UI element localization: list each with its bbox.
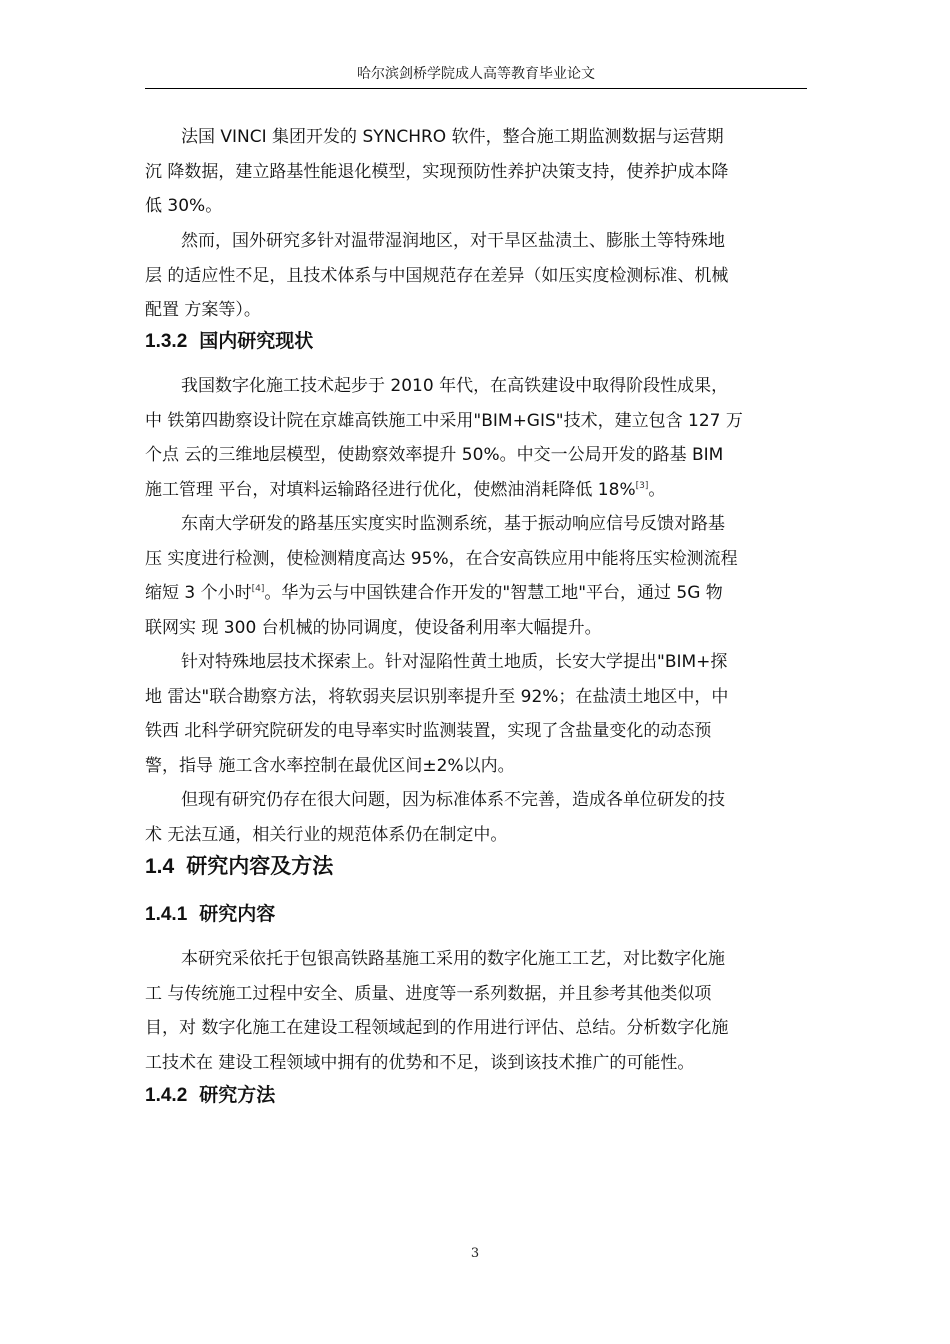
section-heading-1-3-2 (145, 326, 313, 357)
heading-text: 研究方法 (199, 1084, 276, 1106)
section-heading-1-4-1 (145, 899, 275, 930)
citation-marker: [4] (251, 584, 265, 594)
text-line: 配置 方案等）。 (145, 300, 261, 320)
text-line: 东南大学研发的路基压实度实时监测系统，基于振动响应信号反馈对路基 (181, 514, 725, 534)
paragraph-compaction-monitoring (145, 507, 810, 645)
section-heading-1-4-2 (145, 1080, 275, 1111)
text-line: 法国 VINCI 集团开发的 SYNCHRO 软件，整合施工期监测数据与运营期 (181, 127, 724, 147)
section-heading-1-4 (145, 850, 333, 883)
text-line: 压 实度进行检测，使检测精度高达 95%，在合安高铁应用中能将压实检测流程 (145, 548, 738, 569)
text-line: 联网实 现 300 台机械的协同调度，使设备利用率大幅提升。 (145, 617, 602, 638)
paragraph-existing-problems (145, 783, 810, 852)
text-line: 警，指导 施工含水率控制在最优区间±2%以内。 (145, 755, 515, 776)
text-line: 针对特殊地层技术探索上。针对湿陷性黄土地质，长安大学提出"BIM+探 (181, 652, 728, 672)
text-fragment: 施工管理 平台，对填料运输路径进行优化，使燃油消耗降低 18% (145, 479, 636, 500)
text-line: 铁西 北科学研究院研发的电导率实时监测装置，实现了含盐量变化的动态预 (145, 721, 712, 741)
text-line: 地 雷达"联合勘察方法，将软弱夹层识别率提升至 92%；在盐渍土地区中，中 (145, 686, 729, 707)
header-title: 哈尔滨剑桥学院成人高等教育毕业论文 (357, 66, 595, 82)
text-line: 术 无法互通，相关行业的规范体系仍在制定中。 (145, 824, 508, 845)
heading-number: 1.4 (145, 855, 175, 878)
paragraph-foreign-limitations (145, 224, 810, 328)
heading-number: 1.3.2 (145, 331, 188, 352)
page-number: 3 (470, 1246, 480, 1261)
paragraph-domestic-status (145, 369, 810, 507)
heading-text: 研究内容 (199, 903, 276, 925)
page-header (145, 64, 807, 89)
paragraph-special-strata (145, 645, 810, 783)
citation-marker: [3] (635, 480, 649, 491)
text-line: 工技术在 建设工程领域中拥有的优势和不足，谈到该技术推广的可能性。 (145, 1052, 695, 1073)
heading-number: 1.4.1 (145, 904, 188, 925)
paragraph-synchro (145, 120, 810, 224)
text-line: 本研究采依托于包银高铁路基施工采用的数字化施工工艺，对比数字化施 (181, 949, 725, 969)
text-fragment: 。 (648, 479, 666, 500)
text-fragment: 。华为云与中国铁建合作开发的"智慧工地"平台，通过 5G 物 (264, 583, 723, 603)
text-line (145, 576, 810, 611)
paragraph-research-content (145, 942, 810, 1080)
text-line (145, 473, 810, 508)
text-line: 目，对 数字化施工在建设工程领域起到的作用进行评估、总结。分析数字化施 (145, 1018, 729, 1038)
text-line: 工 与传统施工过程中安全、质量、进度等一系列数据，并且参考其他类似项 (145, 983, 712, 1004)
heading-text: 国内研究现状 (199, 330, 314, 352)
heading-number: 1.4.2 (145, 1085, 188, 1106)
text-line: 但现有研究仍存在很大问题，因为标准体系不完善，造成各单位研发的技 (181, 790, 725, 810)
text-line: 个点 云的三维地层模型，使勘察效率提升 50%。中交一公局开发的路基 BIM (145, 445, 724, 465)
text-line: 中 铁第四勘察设计院在京雄高铁施工中采用"BIM+GIS"技术，建立包含 127 万 (145, 410, 743, 431)
text-line: 沉 降数据，建立路基性能退化模型，实现预防性养护决策支持，使养护成本降 (145, 161, 729, 182)
text-line: 层 的适应性不足，且技术体系与中国规范存在差异（如压实度检测标准、机械 (145, 265, 729, 286)
text-line: 我国数字化施工技术起步于 2010 年代，在高铁建设中取得阶段性成果， (181, 376, 729, 396)
heading-text: 研究内容及方法 (186, 854, 334, 878)
text-fragment: 缩短 3 个小时 (145, 583, 252, 603)
text-line: 低 30%。 (145, 196, 223, 216)
text-line: 然而，国外研究多针对温带湿润地区，对干旱区盐渍土、膨胀土等特殊地 (181, 231, 725, 251)
